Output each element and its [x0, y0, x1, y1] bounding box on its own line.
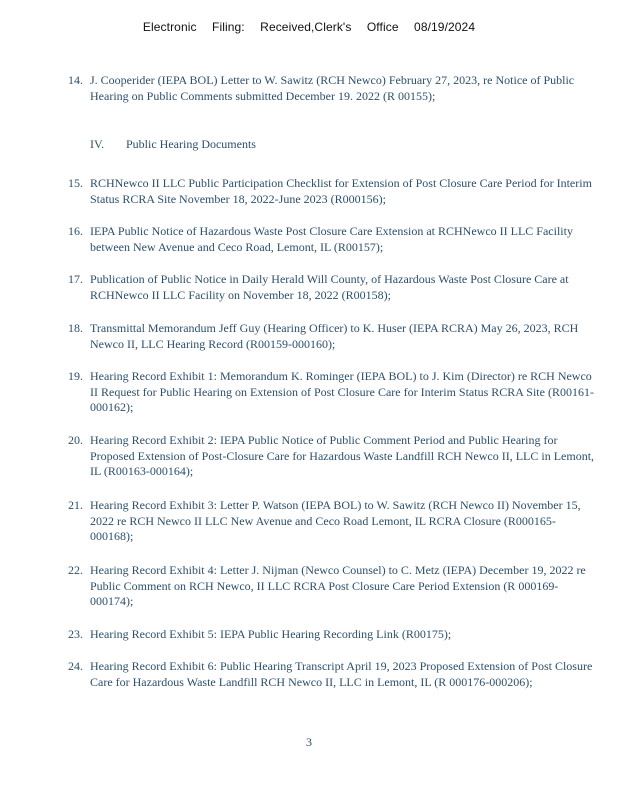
list-item	[68, 224, 596, 255]
item-number: 18.	[68, 321, 83, 335]
item-text: Hearing Record Exhibit 1: Memorandum K. Rominger (IEPA BOL) to J. Kim (Director) re RCH Newco II Request for Public Hearing on Extension of Post Closure Care for Interim Status RCRA Site (R00161-000162);	[90, 369, 594, 414]
list-item	[68, 176, 596, 207]
item-text: Hearing Record Exhibit 3: Letter P. Watson (IEPA BOL) to W. Sawitz (RCH Newco II) November 15, 2022 re RCH Newco II LLC New Avenue and Ceco Road Lemont, IL RCRA Closure (R000165-000168);	[90, 498, 581, 543]
filing-stamp	[0, 20, 618, 34]
item-text: RCHNewco II LLC Public Participation Checklist for Extension of Post Closure Care Period for Interim Status RCRA Site November 18, 2022-June 2023 (R000156);	[90, 176, 592, 206]
item-text: Hearing Record Exhibit 6: Public Hearing Transcript April 19, 2023 Proposed Extension of Post Closure Care for Hazardous Waste Landfill RCH Newco II, LLC in Lemont, IL (R 000176-000206);	[90, 659, 593, 689]
item-text: Publication of Public Notice in Daily Herald Will County, of Hazardous Waste Post Closure Care at RCHNewco II LLC Facility on November 18, 2022 (R00158);	[90, 272, 569, 302]
list-item	[68, 73, 596, 104]
item-text: Transmittal Memorandum Jeff Guy (Hearing Officer) to K. Huser (IEPA RCRA) May 26, 2023, RCH Newco II, LLC Hearing Record (R00159-000160);	[90, 321, 579, 351]
item-number: 15.	[68, 176, 83, 190]
item-number: 23.	[68, 627, 83, 641]
page-number: 3	[306, 735, 312, 749]
item-number: 19.	[68, 369, 83, 383]
item-number: 17.	[68, 272, 83, 286]
list-item	[68, 563, 596, 610]
list-item	[68, 272, 596, 303]
stamp-word: Office	[366, 20, 399, 34]
item-number: 16.	[68, 224, 83, 238]
list-item	[68, 369, 596, 416]
section-title: Public Hearing Documents	[126, 137, 256, 151]
stamp-word: Received,Clerk's	[260, 20, 352, 34]
item-number: 14.	[68, 73, 83, 87]
item-text: Hearing Record Exhibit 4: Letter J. Nijman (Newco Counsel) to C. Metz (IEPA) December 19, 2022 re Public Comment on RCH Newco, II LLC RCRA Post Closure Care Period Extension (R 000169-000174);	[90, 563, 586, 608]
item-text: Hearing Record Exhibit 5: IEPA Public Hearing Recording Link (R00175);	[90, 627, 452, 641]
stamp-word: Electronic	[142, 20, 197, 34]
list-item	[68, 659, 596, 690]
list-item	[68, 627, 596, 643]
stamp-word: 08/19/2024	[414, 20, 476, 34]
item-number: 24.	[68, 659, 83, 673]
item-number: 22.	[68, 563, 83, 577]
list-item	[68, 433, 596, 480]
section-roman: IV.	[90, 137, 105, 151]
item-number: 20.	[68, 433, 83, 447]
list-item	[68, 498, 596, 545]
item-number: 21.	[68, 498, 83, 512]
section-heading	[90, 137, 256, 152]
item-text: J. Cooperider (IEPA BOL) Letter to W. Sawitz (RCH Newco) February 27, 2023, re Notice of Public Hearing on Public Comments submitted December 19. 2022 (R 00155);	[90, 73, 575, 103]
item-text: IEPA Public Notice of Hazardous Waste Post Closure Care Extension at RCHNewco II LLC Facility between New Avenue and Ceco Road, Lemont, IL (R00157);	[90, 224, 573, 254]
list-item	[68, 321, 596, 352]
item-text: Hearing Record Exhibit 2: IEPA Public Notice of Public Comment Period and Public Hearing for Proposed Extension of Post-Closure Care for Hazardous Waste Landfill RCH Newco II, LLC in Lemont, IL (R00163-000164);	[90, 433, 595, 478]
stamp-word: Filing:	[212, 20, 245, 34]
